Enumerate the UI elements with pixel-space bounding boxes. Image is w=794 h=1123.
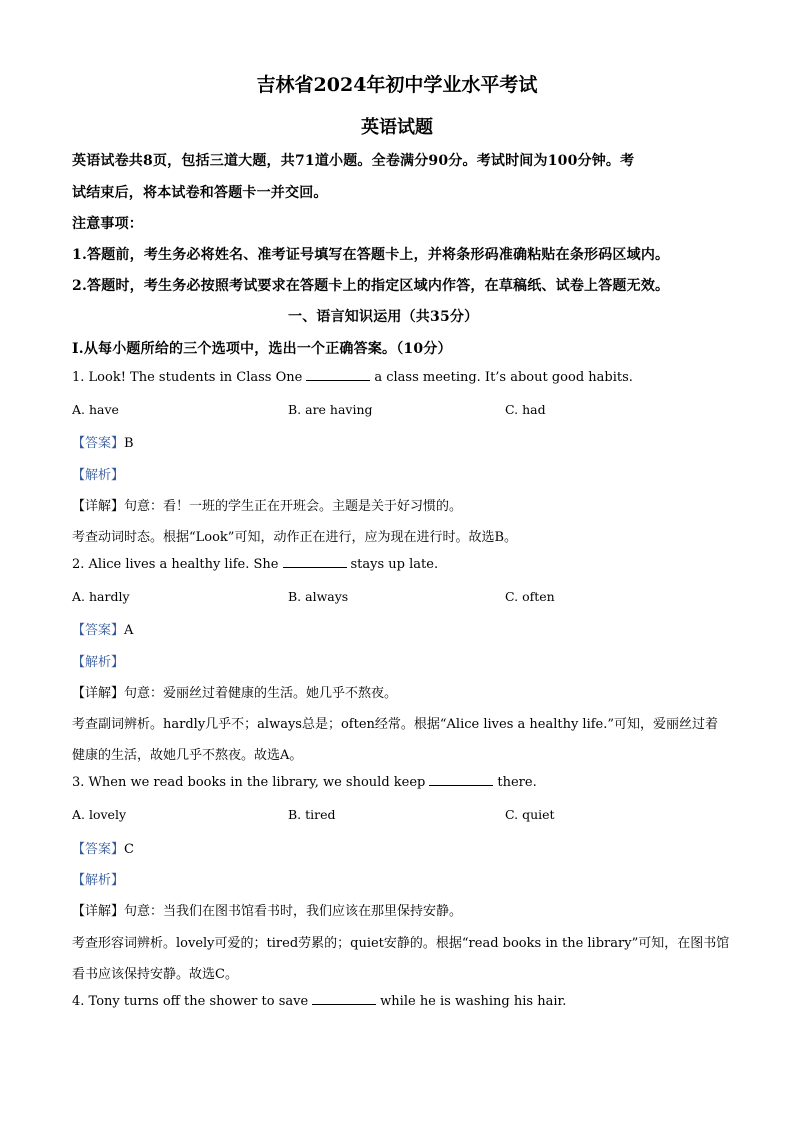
answer-value: B <box>124 436 134 451</box>
question-1-detail <box>72 495 462 514</box>
question-3-analysis-tag: 【解析】 <box>72 873 125 888</box>
stem-text: 3. When we read books in the library, we should keep <box>72 775 426 790</box>
question-3-explain-line-1: 考查形容词辨析。lovely可爱的；tired劳累的；quiet安静的。根据“read books in the library”可知，在图书馆 <box>72 936 730 951</box>
answer-blank <box>306 379 370 381</box>
stem-text: there. <box>497 775 537 790</box>
question-2-explain-line-2: 健康的生活，故她几乎不熬夜。故选A。 <box>72 748 303 763</box>
question-1-option-c: C. had <box>505 402 546 417</box>
question-1-option-b: B. are having <box>288 402 373 417</box>
answer-blank <box>429 784 493 786</box>
detail-tag: 【详解】 <box>72 686 125 701</box>
answer-tag: 【答案】 <box>72 623 125 638</box>
note-2: 2.答题时，考生务必按照考试要求在答题卡上的指定区域内作答，在草稿纸、试卷上答题无效。 <box>72 278 670 294</box>
question-2-option-a: A. hardly <box>72 589 130 604</box>
intro-line-2: 试结束后，将本试卷和答题卡一并交回。 <box>72 185 328 201</box>
question-3-option-a: A. lovely <box>72 807 127 822</box>
page-title: 吉林省2024年初中学业水平考试 <box>256 74 538 96</box>
page-subtitle: 英语试题 <box>361 117 433 138</box>
question-2-stem <box>72 557 438 572</box>
section-heading: 一、语言知识运用（共35分） <box>288 309 479 325</box>
note-1: 1.答题前，考生务必将姓名、准考证号填写在答题卡上，并将条形码准确粘贴在条形码区域内。 <box>72 247 670 263</box>
question-3-option-c: C. quiet <box>505 807 555 822</box>
detail-text: 句意：看！一班的学生正在开班会。主题是关于好习惯的。 <box>124 499 463 514</box>
answer-value: C <box>124 842 134 857</box>
question-2-option-c: C. often <box>505 589 555 604</box>
detail-tag: 【详解】 <box>72 499 125 514</box>
intro-line-1: 英语试卷共8页，包括三道大题，共71道小题。全卷满分90分。考试时间为100分钟。考 <box>72 153 635 169</box>
answer-tag: 【答案】 <box>72 842 125 857</box>
part-heading: Ⅰ.从每小题所给的三个选项中，选出一个正确答案。（10分） <box>72 341 452 357</box>
question-2-option-b: B. always <box>288 589 349 604</box>
detail-tag: 【详解】 <box>72 904 125 919</box>
answer-blank <box>283 566 347 568</box>
stem-text: stays up late. <box>350 557 439 572</box>
question-1-explain: 考查动词时态。根据“Look”可知，动作正在进行，应为现在进行时。故选B。 <box>72 530 518 545</box>
question-3-option-b: B. tired <box>288 807 336 822</box>
answer-value: A <box>124 623 134 638</box>
answer-tag: 【答案】 <box>72 436 125 451</box>
question-3-stem <box>72 775 537 790</box>
stem-text: a class meeting. It’s about good habits. <box>374 370 633 385</box>
question-2-explain-line-1: 考查副词辨析。hardly几乎不；always总是；often经常。根据“Alice lives a healthy life.”可知，爱丽丝过着 <box>72 717 719 732</box>
detail-text: 句意：当我们在图书馆看书时，我们应该在那里保持安静。 <box>124 904 463 919</box>
stem-text: 4. Tony turns off the shower to save <box>72 994 309 1009</box>
question-2-answer <box>72 619 133 638</box>
question-3-answer <box>72 838 134 857</box>
question-2-detail <box>72 682 397 701</box>
question-4-stem <box>72 994 566 1009</box>
stem-text: 1. Look! The students in Class One <box>72 370 303 385</box>
answer-blank <box>312 1003 376 1005</box>
question-1-option-a: A. have <box>72 402 119 417</box>
question-1-answer <box>72 432 134 451</box>
question-3-detail <box>72 900 462 919</box>
question-1-stem <box>72 370 633 385</box>
question-2-analysis-tag: 【解析】 <box>72 655 125 670</box>
question-3-explain-line-2: 看书应该保持安静。故选C。 <box>72 967 238 982</box>
detail-text: 句意：爱丽丝过着健康的生活。她几乎不熬夜。 <box>124 686 398 701</box>
stem-text: 2. Alice lives a healthy life. She <box>72 557 279 572</box>
notes-title: 注意事项： <box>72 216 143 232</box>
question-1-analysis-tag: 【解析】 <box>72 468 125 483</box>
stem-text: while he is washing his hair. <box>380 994 567 1009</box>
